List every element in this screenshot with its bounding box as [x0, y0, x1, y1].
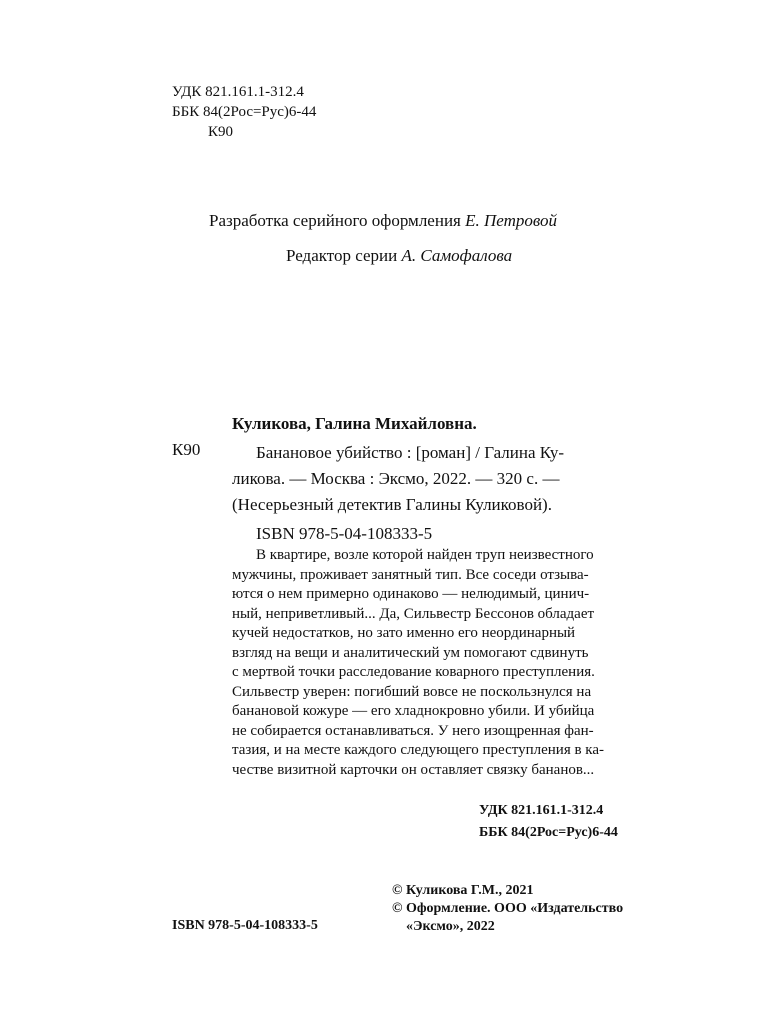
annotation-line: взгляд на вещи и аналитический ум помогают сдвинуть	[232, 644, 589, 661]
annotation-line: кучей недостатков, но зато именно его неординарный	[232, 625, 576, 641]
catalog-author: Куликова, Галина Михайловна.	[232, 414, 477, 433]
annotation-line: В квартире, возле которой найден труп неизвестного	[256, 547, 594, 563]
classification-block	[172, 82, 316, 142]
editor-credit	[286, 246, 512, 266]
annotation-line: ются о нем примерно одинаково — нелюдимый, цинич-	[232, 586, 590, 602]
catalog-line: Банановое убийство : [роман] / Галина Ку-	[256, 443, 564, 462]
editor-credit-name: А. Самофалова	[401, 246, 513, 265]
bottom-isbn: ISBN 978-5-04-108333-5	[172, 918, 318, 933]
annotation-line: тазия, и на месте каждого следующего преступления в ка-	[232, 742, 605, 758]
bottom-udk: УДК 821.161.1-312.4	[479, 803, 604, 818]
copyright-design-cont: «Эксмо», 2022	[406, 919, 495, 934]
annotation-line: мужчины, проживает занятный тип. Все соседи отзыва-	[232, 566, 589, 583]
copyright-block	[392, 882, 623, 936]
design-credit-name: Е. Петровой	[465, 211, 558, 230]
bottom-classification	[479, 800, 618, 844]
copyright-design: © Оформление. ООО «Издательство	[392, 901, 624, 916]
annotation-line: с мертвой точки расследование коварного преступления.	[232, 664, 595, 680]
catalog-line: (Несерьезный детектив Галины Куликовой).	[232, 495, 552, 514]
author-sign: К90	[208, 124, 234, 140]
annotation-line: банановой кожуре — его хладнокровно убили. И убийца	[232, 703, 595, 719]
udk-code: УДК 821.161.1-312.4	[172, 84, 304, 100]
annotation-line: Сильвестр уверен: погибший вовсе не поскользнулся на	[232, 683, 592, 700]
catalog-description	[232, 440, 632, 518]
annotation	[232, 546, 658, 780]
annotation-line: не собирается останавливаться. У него изощренная фан-	[232, 722, 594, 739]
design-credit	[209, 211, 557, 231]
annotation-line: честве визитной карточки он оставляет связку бананов...	[232, 761, 595, 778]
copyright-author: © Куликова Г.М., 2021	[392, 883, 534, 898]
bbk-code: ББК 84(2Рос=Рус)6-44	[172, 104, 317, 120]
design-credit-label: Разработка серийного оформления	[209, 211, 461, 230]
annotation-line: ный, неприветливый... Да, Сильвестр Бессонов обладает	[232, 605, 595, 622]
catalog-sign: К90	[172, 440, 201, 459]
catalog-isbn: ISBN 978-5-04-108333-5	[256, 524, 433, 543]
catalog-line: ликова. — Москва : Эксмо, 2022. — 320 с. —	[232, 469, 560, 488]
bottom-bbk: ББК 84(2Рос=Рус)6-44	[479, 825, 618, 840]
editor-credit-label: Редактор серии	[286, 246, 398, 265]
